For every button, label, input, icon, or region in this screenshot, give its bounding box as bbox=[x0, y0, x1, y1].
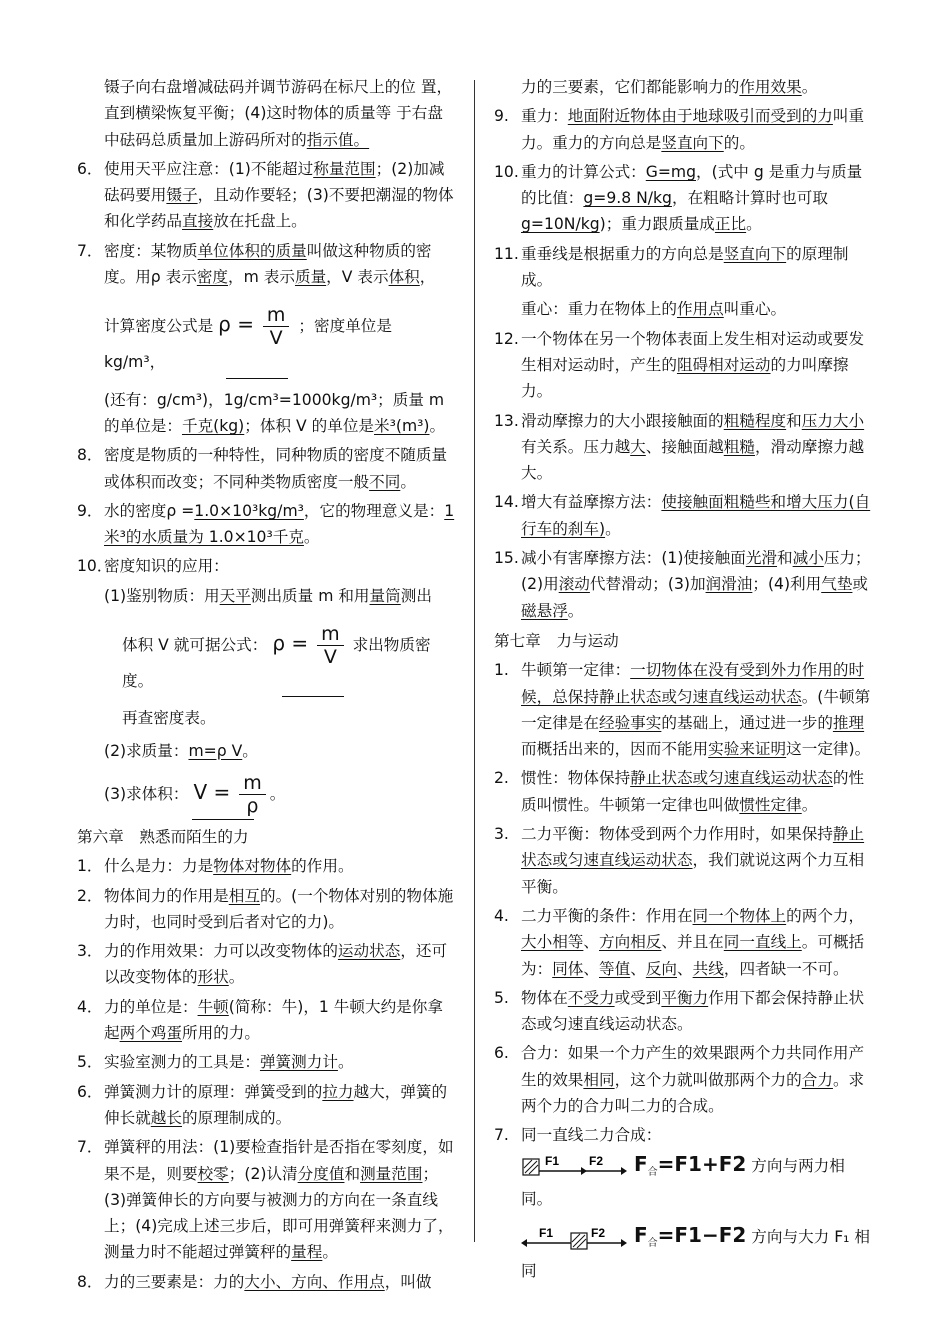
list-item: 4. 二力平衡的条件：作用在同一个物体上的两个力，大小相等、方向相反、并且在同一直线上。可概括为：同体、等值、反向、共线，四者缺一不可。 bbox=[494, 903, 873, 982]
resultant-formula: =F1−F2 bbox=[657, 1223, 747, 1248]
force-diagram-same-direction: F1 F2 $F_合=F1+F2$ 方向与两力相同。 bbox=[521, 1151, 845, 1208]
list-item: 7． 密度：某物质单位体积的质量叫做这种物质的密度。用ρ 表示密度，m 表示质量，V 表示体积， 计算密度公式是 ρ = $\frac{m}{V}$ ；密度单位是 kg/m³， (还有：g/cm³)，1g/cm³=1000kg/m³；质量 m 的单位是：千克(kg)；体积 V 的单位是米³(m³)。 bbox=[77, 238, 458, 439]
underlined-term: 合力 bbox=[801, 1070, 833, 1089]
item-number: 15. bbox=[494, 549, 519, 568]
force-diagram-2-icon bbox=[521, 1225, 629, 1251]
f1-label: F1 bbox=[539, 1225, 554, 1240]
list-item: 4． 力的单位是：牛顿(简称：牛)，1 牛顿大约是你拿起两个鸡蛋所用的力。 bbox=[77, 994, 458, 1047]
underlined-term: 运动状态 bbox=[337, 942, 401, 961]
underlined-term: 弹簧测力计 bbox=[259, 1053, 338, 1072]
underlined-term: 拉力 bbox=[322, 1082, 354, 1101]
underlined-term: 分度值 bbox=[297, 1164, 345, 1183]
underlined-term: 体积 bbox=[388, 268, 420, 287]
underlined-term: 经验事实 bbox=[598, 713, 662, 732]
underlined-term: 静止状态或匀速直线运动状态 bbox=[630, 769, 833, 788]
resultant-symbol: F bbox=[633, 1151, 648, 1176]
underlined-term: 等值 bbox=[599, 959, 631, 978]
force-diagram-opposite-direction: F1 F2 $F_合=F1-F2$ 方向与大力 F₁ 相同 bbox=[521, 1223, 870, 1280]
item-number: 6. bbox=[494, 1044, 509, 1063]
underlined-term: 共线 bbox=[692, 959, 724, 978]
list-item: 5． 实验室测力的工具是：弹簧测力计。 bbox=[77, 1049, 458, 1075]
item-number: 7． bbox=[77, 241, 103, 260]
underlined-term: 竖直向下 bbox=[723, 244, 787, 263]
underlined-term: 推理 bbox=[832, 713, 865, 732]
item-number: 10． bbox=[77, 557, 113, 576]
underlined-term: g=9.8 N/kg bbox=[583, 189, 672, 208]
list-item: 2. 惯性：物体保持静止状态或匀速直线运动状态的性质叫惯性。牛顿第一定律也叫做惯性定律。 bbox=[494, 765, 873, 818]
underlined-term: 减小 bbox=[792, 549, 824, 568]
underlined-term: 惯性定律 bbox=[739, 795, 802, 814]
list-item: 3. 二力平衡：物体受到两个力作用时，如果保持静止状态或匀速直线运动状态，我们就说这两个力互相平衡。 bbox=[494, 821, 873, 900]
underlined-term: 大小、方向、作用点 bbox=[244, 1272, 385, 1291]
underlined-term: 指示值。 bbox=[306, 130, 370, 149]
underlined-term: 大小相等 bbox=[521, 933, 584, 952]
density-formula: 计算密度公式是 ρ = $\frac{m}{V}$ ；密度单位是 kg/m³， bbox=[104, 304, 458, 378]
list-item: 13. 滑动摩擦力的大小跟接触面的粗糙程度和压力大小有关系。压力越大、接触面越粗糙，滑动摩擦力越大。 bbox=[494, 408, 873, 487]
underlined-term: 不受力 bbox=[567, 988, 615, 1007]
list-item: 15. 减小有害摩擦方法：(1)使接触面光滑和减小压力；(2)用滚动代替滑动；(3)加润滑油；(4)利用气垫或磁悬浮。 bbox=[494, 545, 873, 624]
item-number: 5. bbox=[494, 988, 509, 1007]
item-number: 11. bbox=[494, 244, 519, 263]
text-line: 于右盘中砝码总质量加上游码所对的 bbox=[104, 104, 443, 149]
underlined-term: 阻碍相对运动 bbox=[676, 355, 771, 374]
list-item: 9. 重力：地面附近物体由于地球吸引而受到的力叫重力。重力的方向总是竖直向下的。 bbox=[494, 103, 873, 156]
underlined-term: 镊子 bbox=[166, 186, 198, 205]
underlined-term: 密度 bbox=[196, 268, 229, 287]
chapter-7-heading: 第七章 力与运动 bbox=[494, 631, 619, 650]
underlined-term: 正比 bbox=[714, 215, 747, 234]
item-number: 2． bbox=[77, 886, 103, 905]
underlined-term: 同一个物体上 bbox=[692, 906, 787, 925]
item-number: 7. bbox=[494, 1126, 509, 1145]
underlined-term: 直接 bbox=[181, 212, 214, 231]
underlined-term: g=10N/kg bbox=[521, 215, 600, 234]
list-item: 9． 水的密度ρ =1.0×10³kg/m³，它的物理意义是：1米³的水质量为 1.0×10³千克。 bbox=[77, 498, 458, 551]
list-item: 14. 增大有益摩擦方法：使接触面粗糙些和增大压力(自行车的刹车)。 bbox=[494, 489, 873, 542]
list-item: 7． 弹簧秤的用法：(1)要检查指针是否指在零刻度，如果不是，则要校零；(2)认清分度值和测量范围；(3)弹簧伸长的方向要与被测力的方向在一条直线上；(4)完成上述三步后，即可用弹簧秤来测力了，测量力时不能超过弹簧秤的量程。 bbox=[77, 1134, 458, 1265]
underlined-term: 大 bbox=[630, 437, 646, 456]
item-number: 5． bbox=[77, 1053, 103, 1072]
underlined-term: 同一直线上 bbox=[723, 933, 802, 952]
item-number: 8． bbox=[77, 1272, 103, 1291]
item-number: 10. bbox=[494, 162, 519, 181]
f2-label: F2 bbox=[591, 1225, 606, 1240]
underlined-term: 粗糙程度 bbox=[723, 411, 787, 430]
item-number: 7． bbox=[77, 1138, 103, 1157]
item-number: 1. bbox=[494, 661, 509, 680]
list-item: 8． 密度是物质的一种特性，同种物质的密度不随质量或体积而改变；不同种类物质密度一般不同。 bbox=[77, 442, 458, 495]
underlined-term: 方向相反 bbox=[599, 933, 662, 952]
item-number: 2. bbox=[494, 769, 509, 788]
underlined-term: 润滑油 bbox=[705, 575, 753, 594]
underlined-term: 米³(m³) bbox=[374, 416, 430, 435]
f2-label: F2 bbox=[589, 1154, 604, 1169]
underlined-term: 称量范围 bbox=[313, 159, 376, 178]
right-column bbox=[494, 74, 873, 1287]
list-item: 12. 一个物体在另一个物体表面上发生相对运动或要发生相对运动时，产生的阻碍相对运动的力叫摩擦力。 bbox=[494, 326, 873, 405]
item-number: 13. bbox=[494, 411, 519, 430]
underlined-term: 越长 bbox=[150, 1108, 182, 1127]
underlined-term: 反向 bbox=[645, 959, 678, 978]
item-number: 9． bbox=[77, 501, 103, 520]
list-item: 11. 重垂线是根据重力的方向总是竖直向下的原理制成。 bbox=[494, 241, 873, 294]
underlined-term: 粗糙 bbox=[723, 437, 755, 456]
underlined-term: 使接触面粗糙些和增大压力(自行车的刹车) bbox=[521, 493, 871, 538]
volume-formula: (3)求体积： V = $\frac{m}{\rho}$ 。 bbox=[104, 772, 458, 820]
text-line: 镊子向右盘增减砝码并调节游码在标尺上的位 bbox=[104, 78, 416, 96]
list-item: 6． 使用天平应注意：(1)不能超过称量范围；(2)加减砝码要用镊子，且动作要轻；(3)不要把潮湿的物体和化学药品直接放在托盘上。 bbox=[77, 156, 458, 235]
left-column bbox=[77, 74, 458, 1298]
underlined-term: 1.0×10³kg/m³ bbox=[194, 501, 304, 520]
item-number: 4． bbox=[77, 997, 103, 1016]
item-number: 8． bbox=[77, 446, 103, 465]
underlined-term: 磁悬浮 bbox=[521, 601, 568, 620]
underlined-term: 天平 bbox=[219, 586, 251, 605]
item-number: 3. bbox=[494, 825, 509, 844]
list-item: 8． 力的三要素是：力的大小、方向、作用点，叫做 bbox=[77, 1269, 458, 1295]
list-item: 6. 合力：如果一个力产生的效果跟两个力共同作用产生的效果相同，这个力就叫做那两个力的合力。求两个力的合力叫二力的合成。 bbox=[494, 1040, 873, 1119]
underlined-term: G=mg bbox=[645, 162, 697, 181]
list-item: 3． 力的作用效果：力可以改变物体的运动状态，还可以改变物体的形状。 bbox=[77, 938, 458, 991]
item-number: 6． bbox=[77, 159, 103, 178]
underlined-term: 牛顿 bbox=[197, 997, 229, 1016]
item-number: 6． bbox=[77, 1082, 103, 1101]
underlined-term: 竖直向下 bbox=[661, 133, 724, 152]
item-number: 14. bbox=[494, 493, 519, 512]
underlined-term: 压力大小 bbox=[801, 411, 865, 430]
underlined-term: 量筒 bbox=[369, 586, 401, 605]
underlined-term: 平衡力 bbox=[661, 988, 709, 1007]
item-number: 12. bbox=[494, 329, 519, 348]
underlined-term: 相互 bbox=[228, 886, 260, 905]
underlined-term: 滚动 bbox=[558, 575, 590, 594]
underlined-term: 作用效果 bbox=[739, 78, 802, 96]
list-item: 7. 同一直线二力合成： F1 F2 $F_合=F1+F2$ 方向与两力相同。 F1 F2 $F_合=F1-F2$ 方向与大力 F₁ 相同 bbox=[494, 1122, 873, 1284]
underlined-term: 相同 bbox=[583, 1070, 615, 1089]
underlined-term: 不同 bbox=[369, 472, 401, 491]
underlined-term: 两个鸡蛋 bbox=[119, 1024, 182, 1043]
item-number: 4. bbox=[494, 906, 509, 925]
text-continuation bbox=[77, 74, 458, 153]
list-item: 2． 物体间力的作用是相互的。(一个物体对别的物体施力时，也同时受到后者对它的力)。 bbox=[77, 883, 458, 936]
list-item: 1. 牛顿第一定律：一切物体在没有受到外力作用的时候，总保持静止状态或匀速直线运动状态。(牛顿第一定律是在经验事实的基础上，通过进一步的推理而概括出来的，因而不能用实验来证明这一定律)。 bbox=[494, 657, 873, 762]
underlined-term: 质量 bbox=[294, 268, 327, 287]
underlined-term: 单位体积的质量 bbox=[197, 241, 307, 260]
underlined-term: 千克(kg) bbox=[181, 416, 245, 435]
underlined-term: 静止状态或匀速直线运动状态 bbox=[521, 825, 865, 870]
list-item: 10． 密度知识的应用： bbox=[77, 553, 458, 579]
resultant-formula: =F1+F2 bbox=[657, 1151, 747, 1176]
underlined-term: m=ρ V bbox=[188, 741, 243, 760]
item-number: 1． bbox=[77, 857, 103, 876]
underlined-term: 气垫 bbox=[821, 575, 853, 594]
list-item: 10. 重力的计算公式：G=mg，(式中 g 是重力与质量的比值：g=9.8 N/kg，在粗略计算时也可取g=10N/kg)；重力跟质量成正比。 bbox=[494, 159, 873, 238]
chapter-6-heading: 第六章 熟悉而陌生的力 bbox=[77, 827, 249, 846]
underlined-term: 作用点 bbox=[676, 300, 724, 319]
list-item: 5. 物体在不受力或受到平衡力作用下都会保持静止状态或匀速直线运动状态。 bbox=[494, 985, 873, 1038]
resultant-symbol: F bbox=[633, 1223, 648, 1248]
f1-label: F1 bbox=[545, 1154, 560, 1169]
sub-item: 重心：重力在物体上的作用点叫重心。 bbox=[521, 300, 787, 319]
column-divider bbox=[474, 80, 475, 1242]
sub-item: (1)鉴别物质：用天平测出质量 m 和用量筒测出 体积 V 就可据公式： ρ = $\frac{m}{V}$ 求出物质密度。 再查密度表。 (2)求质量：m=ρ V。 (3)求体积： V = $\frac{m}{\rho}$ 。 bbox=[77, 583, 458, 820]
underlined-term: 测量范围 bbox=[360, 1164, 423, 1183]
underlined-term: 同体 bbox=[552, 959, 584, 978]
underlined-term: 物体对物体 bbox=[213, 857, 292, 876]
text-line: 置，直到横梁恢复平衡；(4)这时物体的质量等 bbox=[104, 78, 453, 123]
list-item: 1． 什么是力：力是物体对物体的作用。 bbox=[77, 853, 458, 879]
item-number: 9. bbox=[494, 107, 509, 126]
list-item: 6． 弹簧测力计的原理：弹簧受到的拉力越大，弹簧的伸长就越长的原理制成的。 bbox=[77, 1079, 458, 1132]
underlined-term: 地面附近物体由于地球吸引而受到的力 bbox=[567, 107, 833, 126]
identify-formula: 体积 V 就可据公式： ρ = $\frac{m}{V}$ 求出物质密度。 bbox=[122, 623, 458, 697]
underlined-term: 实验来证明 bbox=[708, 740, 787, 759]
force-diagram-1-icon bbox=[521, 1153, 629, 1179]
underlined-term: 校零 bbox=[197, 1164, 229, 1183]
text-continuation: 力的三要素，它们都能影响力的作用效果。 bbox=[521, 78, 818, 96]
underlined-term: 形状 bbox=[197, 968, 229, 987]
item-number: 3． bbox=[77, 942, 103, 961]
underlined-term: 量程 bbox=[291, 1243, 323, 1262]
underlined-term: 1米³的水质量为 1.0×10³千克 bbox=[104, 501, 455, 547]
underlined-term: 光滑 bbox=[745, 549, 778, 568]
underlined-term: 一切物体在没有受到外力作用的时候，总保持静止状态或匀速直线运动状态 bbox=[521, 661, 865, 706]
